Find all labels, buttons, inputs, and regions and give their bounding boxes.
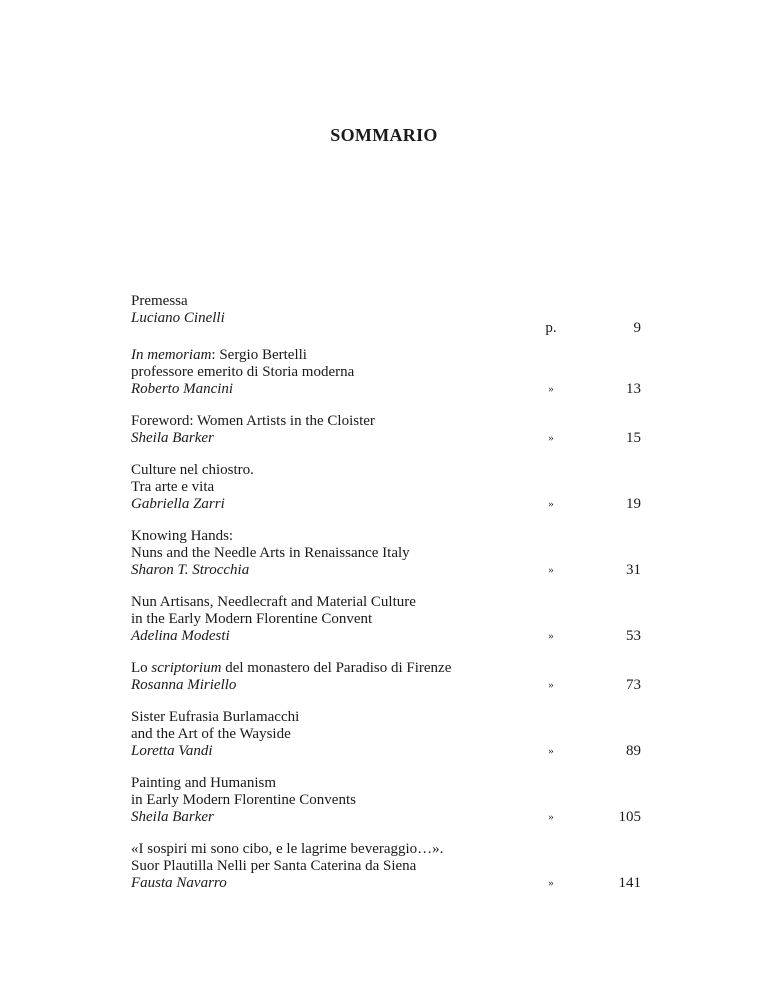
page-number: 9 [633, 320, 641, 336]
table-of-contents [131, 293, 641, 907]
entry-title-line: Painting and Humanism [131, 775, 276, 791]
entry-title-line: Foreword: Women Artists in the Cloister [131, 413, 375, 429]
page-number: 19 [626, 496, 641, 512]
toc-entry [131, 528, 641, 579]
page-number: 15 [626, 430, 641, 446]
toc-entry [131, 709, 641, 760]
entry-author: Sheila Barker [131, 809, 214, 825]
entry-title-line: Suor Plautilla Nelli per Santa Caterina da Siena [131, 858, 417, 874]
entry-title-line: Culture nel chiostro. [131, 462, 254, 478]
entry-author: Adelina Modesti [131, 628, 230, 644]
page-number: 31 [626, 562, 641, 578]
page-prefix: » [548, 432, 554, 444]
entry-title-line: Knowing Hands: [131, 528, 234, 544]
entry-title-line [131, 347, 531, 364]
entry-title-line: and the Art of the Wayside [131, 726, 291, 742]
entry-author: Loretta Vandi [131, 743, 213, 759]
entry-author: Gabriella Zarri [131, 496, 225, 512]
entry-title-line: in the Early Modern Florentine Convent [131, 611, 373, 627]
entry-title-text: : Sergio Bertelli [211, 347, 307, 363]
entry-author: Sheila Barker [131, 430, 214, 446]
toc-entry [131, 660, 641, 694]
entry-author: Sharon T. Strocchia [131, 562, 250, 578]
page-title: SOMMARIO [330, 125, 438, 145]
page-prefix: » [548, 679, 554, 691]
toc-entry [131, 594, 641, 645]
entry-title-line: Nun Artisans, Needlecraft and Material Culture [131, 594, 416, 610]
entry-title-line: Tra arte e vita [131, 479, 215, 495]
page-number: 13 [626, 381, 641, 397]
toc-entry [131, 293, 641, 336]
toc-entry [131, 462, 641, 513]
page-number: 89 [626, 743, 641, 759]
entry-title-line: «I sospiri mi sono cibo, e le lagrime beveraggio…». [131, 841, 444, 857]
entry-title-italic: scriptorium [151, 660, 222, 676]
entry-title-line: in Early Modern Florentine Convents [131, 792, 356, 808]
entry-title-line [131, 660, 531, 677]
toc-entry [131, 413, 641, 447]
entry-author: Rosanna Miriello [131, 677, 237, 693]
toc-entry [131, 347, 641, 398]
toc-entry [131, 841, 641, 892]
entry-author: Fausta Navarro [131, 875, 227, 891]
entry-author: Luciano Cinelli [131, 310, 225, 326]
page-prefix: » [548, 564, 554, 576]
page-number: 53 [626, 628, 641, 644]
page-prefix: » [548, 811, 554, 823]
page-prefix: » [548, 383, 554, 395]
entry-title-text: del monastero del Paradiso di Firenze [221, 660, 452, 676]
entry-title-line: Sister Eufrasia Burlamacchi [131, 709, 300, 725]
entry-title-text: Lo [131, 660, 152, 676]
entry-author: Roberto Mancini [131, 381, 234, 397]
page-number: 73 [626, 677, 641, 693]
page-number: 141 [618, 875, 641, 891]
page-number: 105 [618, 809, 641, 825]
page-prefix: » [548, 745, 554, 757]
entry-title-line: Premessa [131, 293, 188, 309]
toc-entry [131, 775, 641, 826]
entry-title-line: professore emerito di Storia moderna [131, 364, 355, 380]
entry-title-line: Nuns and the Needle Arts in Renaissance Italy [131, 545, 410, 561]
page-prefix: p. [545, 320, 557, 336]
page-prefix: » [548, 877, 554, 889]
entry-title-italic: In memoriam [131, 347, 212, 363]
page-prefix: » [548, 498, 554, 510]
page-prefix: » [548, 630, 554, 642]
